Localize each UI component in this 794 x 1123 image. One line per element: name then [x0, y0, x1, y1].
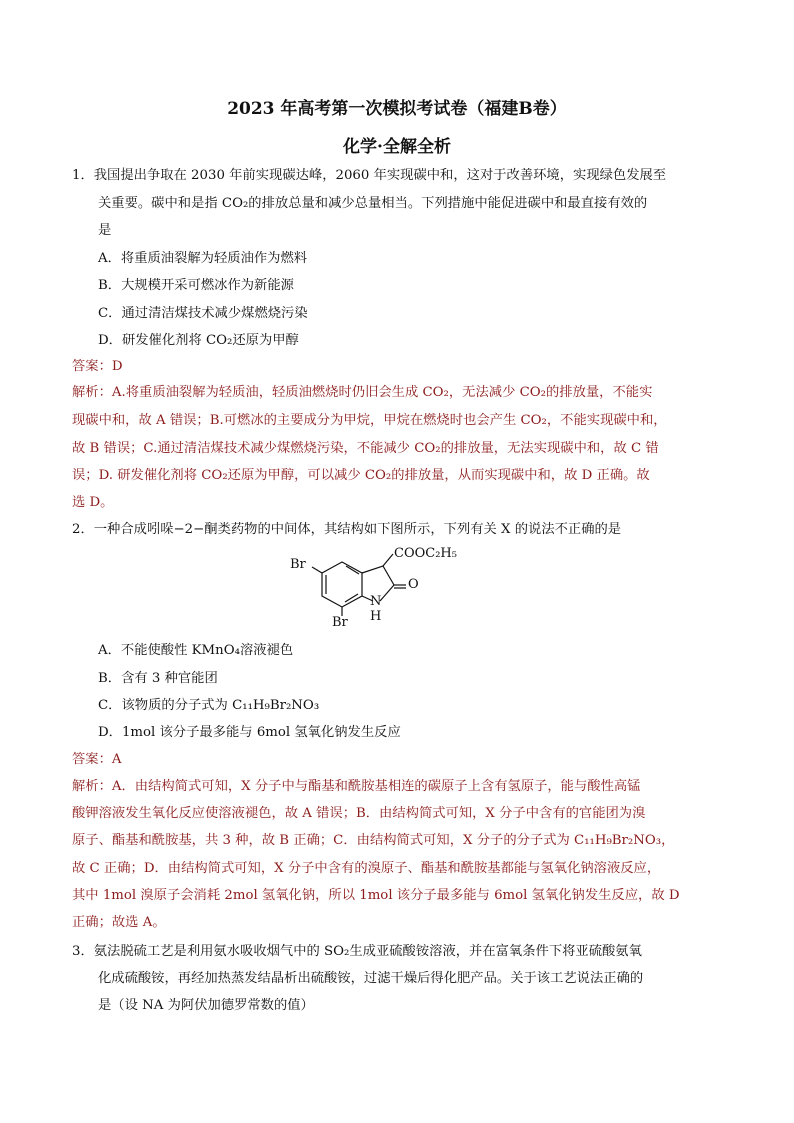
q1-option-c: C．通过清洁煤技术减少煤燃烧污染	[98, 306, 308, 321]
q2-analysis-line: 其中 1mol 溴原子会消耗 2mol 氢氧化钠，所以 1mol 该分子最多能与 6mol 氢氧化钠发生反应，故 D	[72, 888, 680, 903]
bromine-label-bottom: Br	[332, 615, 348, 630]
amide-hydrogen-label: H	[370, 609, 382, 624]
benzene-ring	[322, 562, 362, 607]
q1-stem-line: 是	[98, 223, 112, 238]
q2-answer: 答案：A	[72, 752, 122, 767]
q2-analysis-line: 故 C 正确；D．由结构简式可知，X 分子中含有的溴原子、酯基和酰胺基都能与氢氧化钠溶液反应，	[72, 861, 661, 876]
exam-subtitle: 化学·全解全析	[343, 137, 451, 157]
q1-stem-line: 1．我国提出争取在 2030 年前实现碳达峰，2060 年实现碳中和，这对于改善环境，实现绿色发展至	[72, 168, 667, 183]
q1-option-d: D．研发催化剂将 CO₂还原为甲醇	[98, 333, 299, 348]
structure-bonds	[312, 554, 406, 616]
carbonyl-oxygen-label: O	[408, 577, 419, 592]
ring-bond	[362, 566, 383, 573]
q3-stem-line: 3．氨法脱硫工艺是利用氨水吸收烟气中的 SO₂生成亚硫酸铵溶液，并在富氧条件下将亚硫酸氨氧	[72, 944, 642, 959]
q1-analysis-line: 故 B 错误；C.通过清洁煤技术减少煤燃烧污染，不能减少 CO₂的排放量，无法实现碳中和，故 C 错	[72, 441, 659, 456]
q2-option-d: D．1mol 该分子最多能与 6mol 氢氧化钠发生反应	[98, 725, 401, 740]
q1-analysis-line: 解析：A.将重质油裂解为轻质油，轻质油燃烧时仍旧会生成 CO₂，无法减少 CO₂的排放量，不能实	[72, 385, 653, 400]
q2-analysis-line: 原子、酯基和酰胺基，共 3 种，故 B 正确；C．由结构简式可知，X 分子的分子式为 C₁₁H₉Br₂NO₃，	[72, 833, 675, 848]
q1-analysis-line: 误；D. 研发催化剂将 CO₂还原为甲醇，可以减少 CO₂的排放量，从而实现碳中和，故 D 正确。故	[72, 468, 650, 483]
exam-title: 2023 年高考第一次模拟考试卷（福建B卷）	[227, 99, 567, 119]
ester-group-label: COOC₂H₅	[394, 546, 457, 561]
q2-analysis-line: 解析：A．由结构简式可知，X 分子中与酯基和酰胺基相连的碳原子上含有氢原子，能与酸性高锰	[72, 779, 641, 794]
q1-option-b: B．大规模开采可燃冰作为新能源	[98, 278, 294, 293]
q2-stem: 2．一种合成吲哚−2−酮类药物的中间体，其结构如下图所示，下列有关 X 的说法不正确的是	[72, 522, 622, 537]
amide-nitrogen-label: N	[370, 594, 382, 609]
br-bond-top	[312, 567, 322, 573]
bromine-label-top: Br	[290, 557, 306, 572]
q1-analysis-line: 选 D。	[72, 495, 114, 510]
q1-option-a: A．将重质油裂解为轻质油作为燃料	[98, 251, 308, 266]
q2-analysis-line: 酸钾溶液发生氧化反应使溶液褪色，故 A 错误；B．由结构简式可知，X 分子中含有的官能团为溴	[72, 806, 646, 821]
ring-bond	[383, 566, 394, 585]
q3-stem-line: 是（设 NA 为阿伏加德罗常数的值）	[98, 998, 314, 1013]
q1-analysis-line: 现碳中和，故 A 错误；B.可燃冰的主要成分为甲烷，甲烷在燃烧时也会产生 CO₂，不能实现碳中和，	[72, 413, 667, 428]
ester-bond	[383, 554, 393, 566]
q2-option-c: C．该物质的分子式为 C₁₁H₉Br₂NO₃	[98, 698, 320, 713]
q2-option-b: B．含有 3 种官能团	[98, 671, 218, 686]
ring-bond	[380, 585, 394, 601]
double-bond	[345, 594, 358, 602]
q2-analysis-line: 正确；故选 A。	[72, 915, 166, 930]
q1-answer: 答案：D	[72, 359, 123, 374]
q2-option-a: A．不能使酸性 KMnO₄溶液褪色	[98, 643, 294, 658]
q3-stem-line: 化成硫酸铵，再经加热蒸发结晶析出硫酸铵，过滤干燥后得化肥产品。关于该工艺说法正确的	[98, 971, 644, 986]
q1-stem-line: 关重要。碳中和是指 CO₂的排放总量和减少总量相当。下列措施中能促进碳中和最直接有效的	[98, 196, 648, 211]
